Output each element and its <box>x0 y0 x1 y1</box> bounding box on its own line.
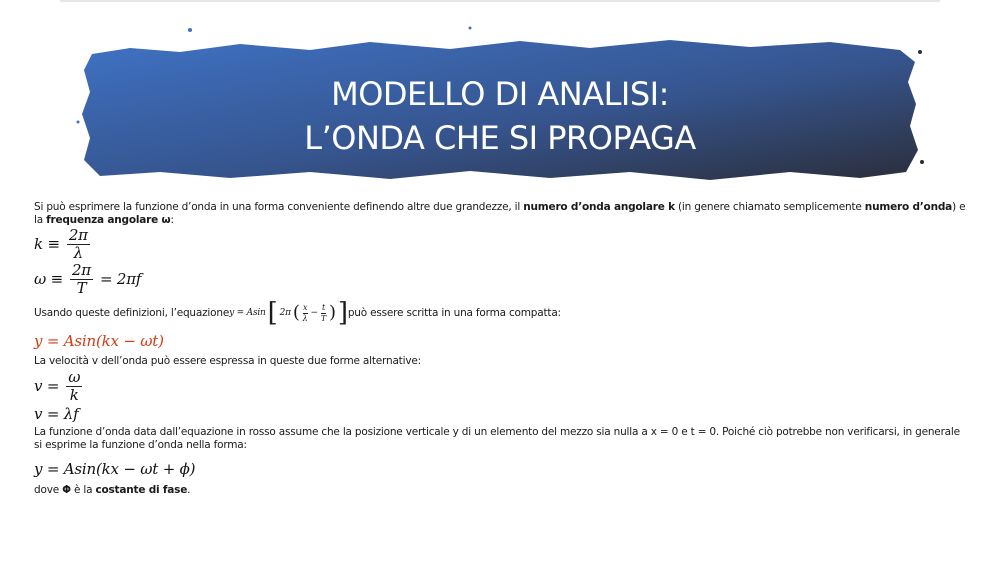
fraction-numerator: ω <box>68 367 81 386</box>
fraction <box>321 303 326 324</box>
equation-v1 <box>34 368 970 404</box>
compact-form-paragraph <box>34 297 970 329</box>
fraction <box>303 303 308 324</box>
inline-equation <box>229 298 348 328</box>
fraction-denominator: T <box>76 278 87 297</box>
inline-eq-prefix: y = Asin <box>229 307 266 318</box>
minus-sign: − <box>310 307 318 318</box>
title-line-2: L’ONDA CHE SI PROPAGA <box>304 119 696 157</box>
intro-bold-wavenumber-short: numero d’onda <box>864 201 953 213</box>
equation-lhs: ω ≡ <box>34 269 63 288</box>
equation-omega <box>34 261 970 297</box>
fraction <box>70 262 93 297</box>
equation-v2: v = λf <box>34 405 79 423</box>
intro-bold-angular-frequency: frequenza angolare ω <box>46 214 171 226</box>
footer-text: è la <box>70 484 96 496</box>
footer-paragraph <box>34 484 970 497</box>
slide-title <box>0 72 1000 160</box>
fraction-denominator: λ <box>73 243 83 262</box>
equation-phase: y = Asin(kx − ωt + ϕ) <box>34 460 196 478</box>
intro-text: ) e la <box>34 201 966 226</box>
equation-rhs: = 2πf <box>99 269 142 288</box>
fraction-denominator: T <box>320 313 327 323</box>
intro-paragraph <box>34 201 970 227</box>
phase-symbol: Φ <box>62 484 71 496</box>
intro-bold-wavenumber: numero d’onda angolare k <box>523 201 675 213</box>
equation-k <box>34 227 970 261</box>
fraction-numerator: t <box>321 302 325 312</box>
right-bracket: ] <box>337 298 348 328</box>
phase-paragraph: La funzione d’onda data dall’equazione in rosso assume che la posizione verticale y di un elemento del mezzo sia nulla a x = 0 e t = 0. Poiché ciò potrebbe non verificarsi, in generale si esprime la funzione d’onda nella forma: <box>34 426 960 451</box>
intro-text: Si può esprimere la funzione d’onda in una forma conveniente definendo altre due grandezze, il <box>34 201 524 213</box>
fraction <box>66 369 82 404</box>
fraction-denominator: λ <box>302 313 308 323</box>
intro-text: (in genere chiamato semplicemente <box>674 201 865 213</box>
compact-text: può essere scritta in una forma compatta: <box>347 306 561 319</box>
fraction-numerator: 2π <box>68 225 88 244</box>
equation-red: y = Asin(kx − ωt) <box>34 332 164 350</box>
footer-text: dove <box>34 484 63 496</box>
right-paren: ) <box>329 302 336 323</box>
footer-text: . <box>187 484 191 496</box>
title-line-1: MODELLO DI ANALISI: <box>331 75 669 113</box>
fraction-numerator: x <box>302 302 308 312</box>
phase-constant-term: costante di fase <box>95 484 188 496</box>
slide-body <box>34 201 970 497</box>
top-divider <box>60 0 940 2</box>
compact-text: Usando queste definizioni, l’equazione <box>34 306 230 319</box>
velocity-paragraph: La velocità v dell’onda può essere espressa in queste due forme alternative: <box>34 355 421 367</box>
equation-lhs: k ≡ <box>34 234 60 253</box>
fraction <box>67 227 90 262</box>
inline-eq-two-pi: 2π <box>279 307 291 318</box>
left-bracket: [ <box>267 298 278 328</box>
intro-text: : <box>170 214 174 226</box>
fraction-denominator: k <box>69 385 79 404</box>
fraction-numerator: 2π <box>71 260 91 279</box>
left-paren: ( <box>292 302 300 323</box>
equation-lhs: v = <box>34 376 60 395</box>
